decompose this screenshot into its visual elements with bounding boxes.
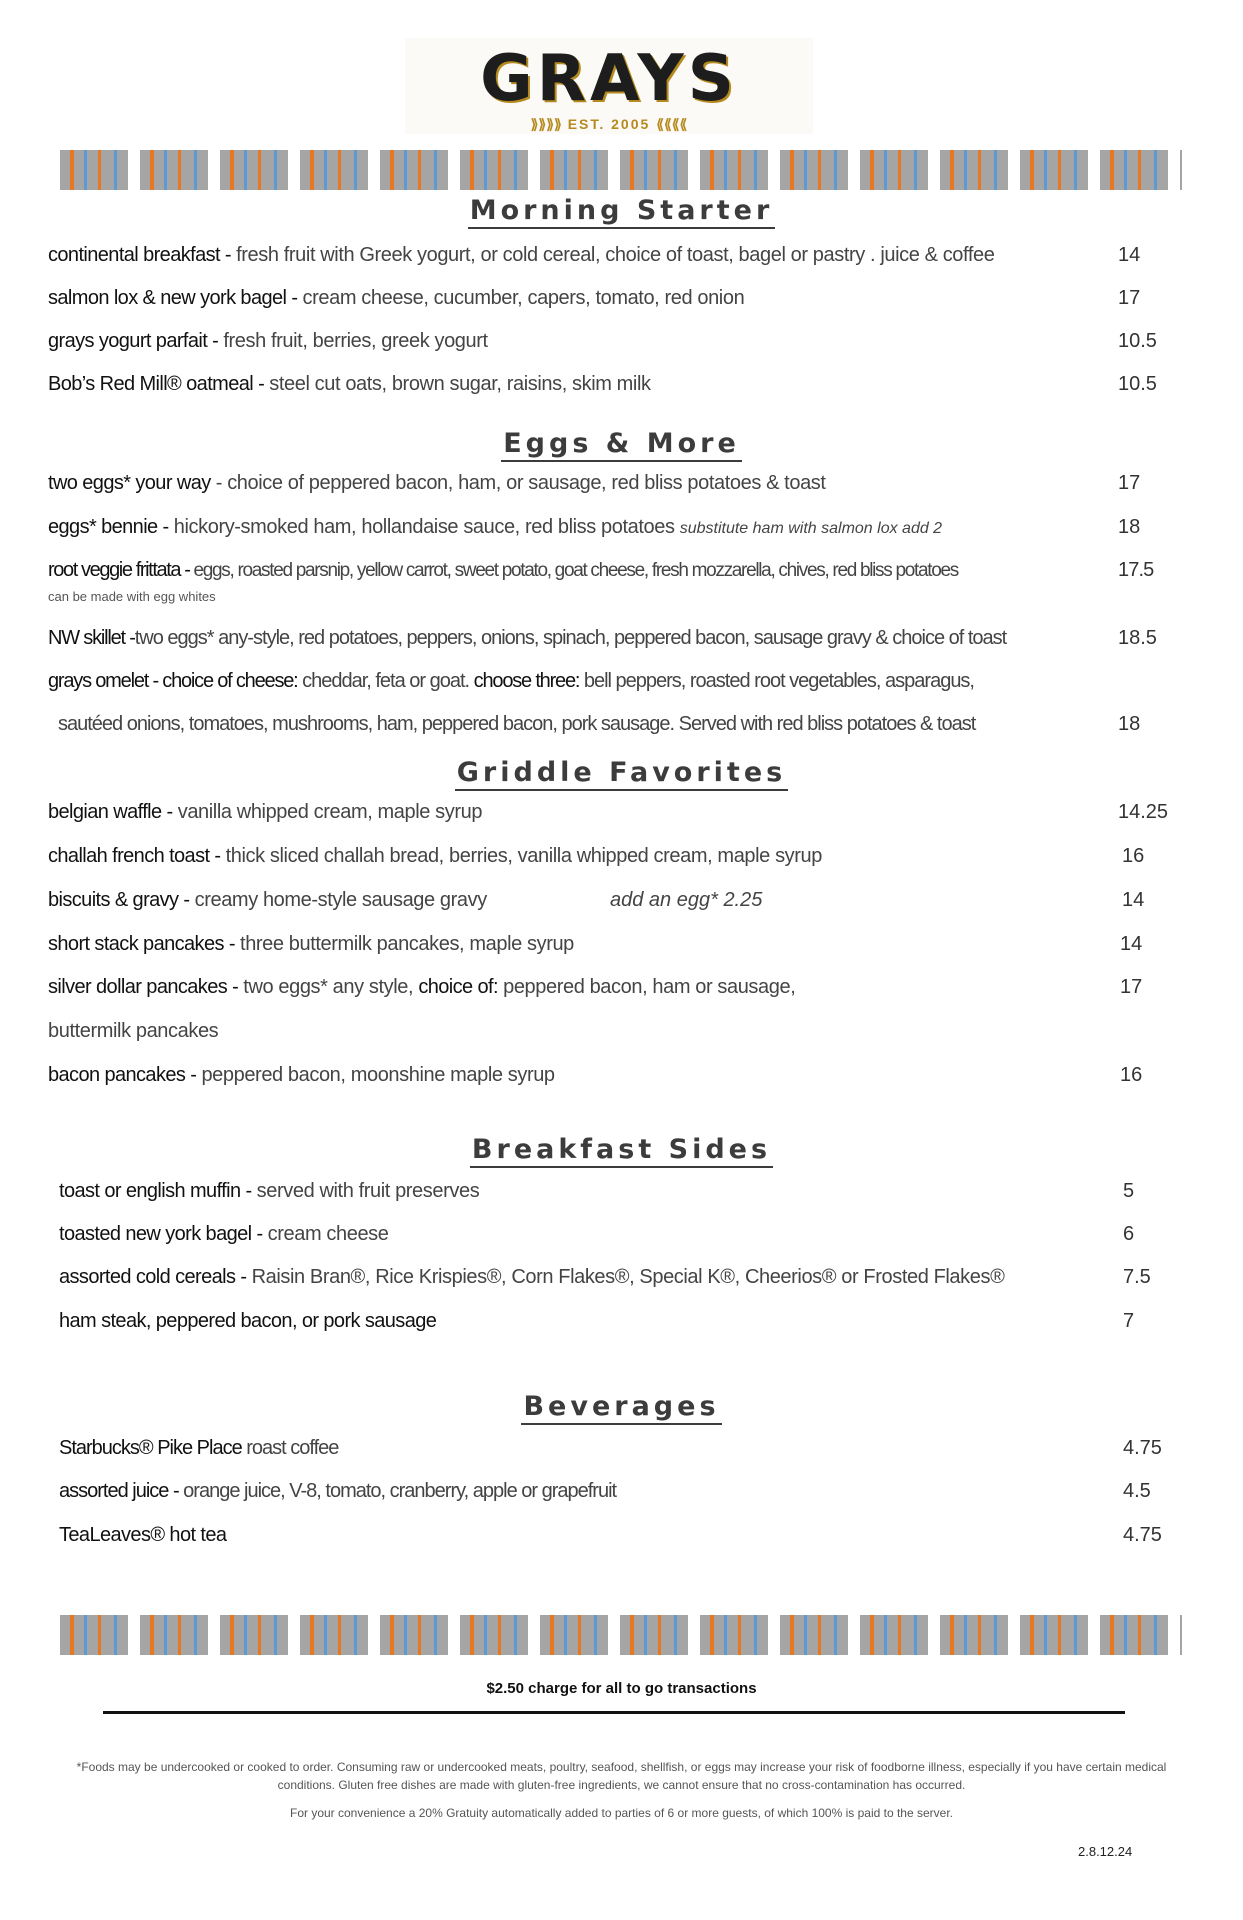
logo-wordmark: GRAYS xyxy=(480,42,738,116)
menu-item: Bob’s Red Mill® oatmeal - steel cut oats, brown sugar, raisins, skim milk 10.5 xyxy=(48,373,1157,395)
price: 16 xyxy=(1120,1064,1143,1086)
menu-item: short stack pancakes - three buttermilk pancakes, maple syrup 14 xyxy=(48,933,1143,955)
menu-date-code: 2.8.12.24 xyxy=(1078,1844,1133,1859)
price: 17.5 xyxy=(1118,559,1154,581)
price: 16 xyxy=(1122,845,1145,867)
to-go-charge-note: $2.50 charge for all to go transactions xyxy=(486,1680,757,1697)
price: 14 xyxy=(1120,933,1143,955)
price: 18.5 xyxy=(1118,627,1157,649)
price: 17 xyxy=(1118,287,1141,309)
menu-item: assorted cold cereals - Raisin Bran®, Rice Krispies®, Corn Flakes®, Special K®, Cheerios® or Frosted Flakes® 7.5 xyxy=(59,1266,1151,1288)
menu-item: salmon lox & new york bagel - cream cheese, cucumber, capers, tomato, red onion 17 xyxy=(48,287,1141,309)
logo-est-line xyxy=(405,116,813,133)
menu-item: grays yogurt parfait - fresh fruit, berries, greek yogurt 10.5 xyxy=(48,330,1157,352)
menu-item: biscuits & gravy - creamy home-style sausage gravy add an egg* 2.25 14 xyxy=(48,889,1145,911)
wheat-right-icon: ⟪⟪⟪⟪ xyxy=(656,116,688,132)
price: 7 xyxy=(1123,1310,1135,1332)
price: 4.75 xyxy=(1123,1524,1162,1546)
menu-item: ham steak, peppered bacon, or pork sausage 7 xyxy=(59,1310,1135,1332)
price: 6 xyxy=(1123,1223,1135,1245)
menu-item: assorted juice - orange juice, V-8, tomato, cranberry, apple or grapefruit 4.5 xyxy=(59,1480,1151,1502)
food-safety-disclaimer: *Foods may be undercooked or cooked to order. Consuming raw or undercooked meats, poultry, seafood, shellfish, or eggs may increase your risk of foodborne illness, especially if you have certain medical conditions. Gluten free dishes are made with gluten-free ingredients, we cannot ensure that no cross-contamination has occurred. xyxy=(76,1760,1167,1792)
menu-item: toasted new york bagel - cream cheese 6 xyxy=(59,1223,1135,1245)
section-title-breakfast-sides: Breakfast Sides xyxy=(0,1134,1243,1165)
menu-item: NW skillet -two eggs* any-style, red potatoes, peppers, onions, spinach, peppered bacon, sausage gravy & choice of toast 18.5 xyxy=(48,627,1157,649)
item-note: can be made with egg whites xyxy=(48,589,216,604)
menu-item: continental breakfast - fresh fruit with Greek yogurt, or cold cereal, choice of toast, bagel or pastry . juice & coffee 14 xyxy=(48,244,1141,266)
price: 17 xyxy=(1118,472,1141,494)
section-title-morning-starter: Morning Starter xyxy=(0,195,1243,226)
menu-item: toast or english muffin - served with fruit preserves 5 xyxy=(59,1180,1135,1202)
menu-item: grays omelet - choice of cheese: cheddar, feta or goat. choose three: bell peppers, roasted root vegetables, asparagus, xyxy=(48,670,974,692)
price: 10.5 xyxy=(1118,330,1157,352)
menu-item: silver dollar pancakes - two eggs* any style, choice of: peppered bacon, ham or sausage, 17 xyxy=(48,976,1143,998)
menu-item: Starbucks® Pike Place roast coffee 4.75 xyxy=(59,1437,1162,1459)
grays-logo xyxy=(405,38,813,134)
wheat-left-icon: ⟫⟫⟫⟫ xyxy=(530,116,562,132)
section-title-beverages: Beverages xyxy=(0,1391,1243,1422)
decorative-stripe-top xyxy=(54,150,1182,190)
price: 17 xyxy=(1120,976,1143,998)
menu-item: two eggs* your way - choice of peppered bacon, ham, or sausage, red bliss potatoes & toast 17 xyxy=(48,472,1141,494)
menu-item-continued: sautéed onions, tomatoes, mushrooms, ham, peppered bacon, pork sausage. Served with red bliss potatoes & toast 18 xyxy=(58,713,1141,735)
menu-item: challah french toast - thick sliced challah bread, berries, vanilla whipped cream, maple syrup 16 xyxy=(48,845,1145,867)
price: 10.5 xyxy=(1118,373,1157,395)
gratuity-note: For your convenience a 20% Gratuity automatically added to parties of 6 or more guests, of which 100% is paid to the server. xyxy=(289,1806,954,1820)
price: 7.5 xyxy=(1123,1266,1151,1288)
section-title-griddle-favorites: Griddle Favorites xyxy=(0,757,1243,788)
menu-item: bacon pancakes - peppered bacon, moonshine maple syrup 16 xyxy=(48,1064,1143,1086)
price: 14 xyxy=(1122,889,1145,911)
menu-item: TeaLeaves® hot tea 4.75 xyxy=(59,1524,1162,1546)
menu-item: eggs* bennie - hickory-smoked ham, hollandaise sauce, red bliss potatoes substitute ham with salmon lox add 2 18 xyxy=(48,516,1141,538)
logo-est-text: EST. 2005 xyxy=(567,116,651,132)
menu-item: belgian waffle - vanilla whipped cream, maple syrup 14.25 xyxy=(48,801,1169,823)
price: 18 xyxy=(1118,516,1141,538)
divider xyxy=(103,1711,1125,1714)
decorative-stripe-bottom xyxy=(54,1615,1182,1655)
menu-item: root veggie frittata - eggs, roasted parsnip, yellow carrot, sweet potato, goat cheese, fresh mozzarella, chives, red bliss potatoes 17.5 xyxy=(48,559,1154,581)
price: 14.25 xyxy=(1118,801,1169,823)
section-title-eggs-and-more: Eggs & More xyxy=(0,428,1243,459)
price: 4.5 xyxy=(1123,1480,1151,1502)
price: 14 xyxy=(1118,244,1141,266)
menu-item-continued: buttermilk pancakes xyxy=(48,1020,219,1042)
price: 18 xyxy=(1118,713,1141,735)
price: 5 xyxy=(1123,1180,1135,1202)
price: 4.75 xyxy=(1123,1437,1162,1459)
